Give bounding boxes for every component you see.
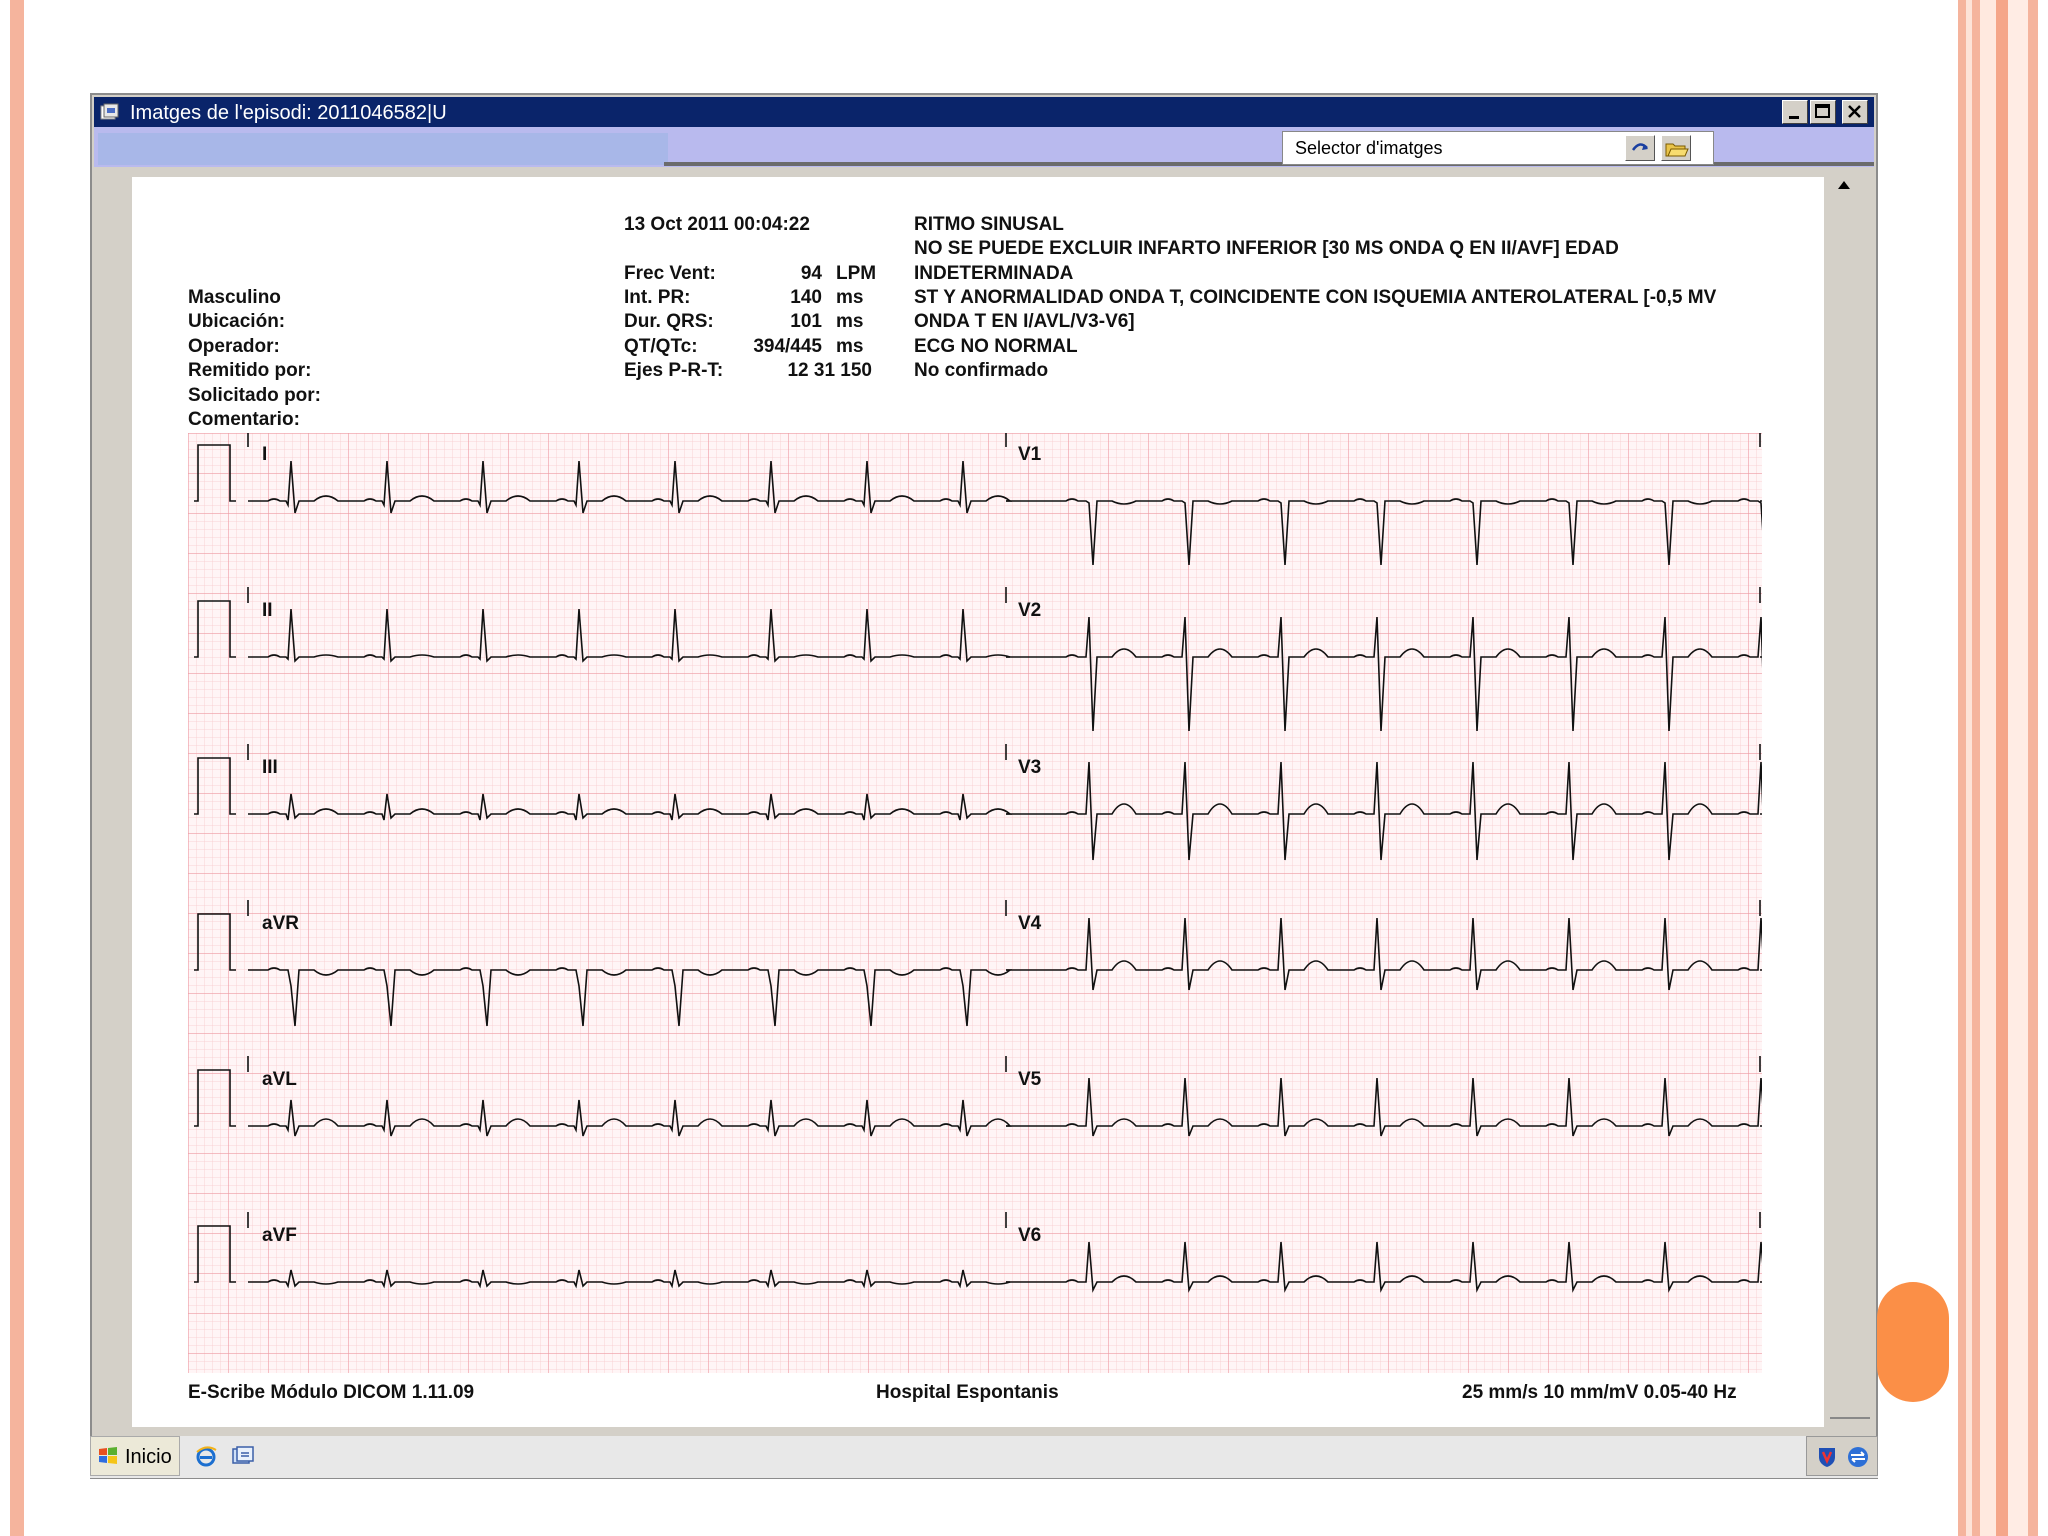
lead-label-left: II xyxy=(262,600,273,621)
patient-field: Masculino xyxy=(188,287,281,308)
toolbar xyxy=(94,127,1874,167)
network-sync-icon[interactable] xyxy=(1845,1445,1871,1469)
system-tray xyxy=(1806,1436,1878,1476)
image-selector-label: Selector d'imatges xyxy=(1295,138,1443,158)
ecg-grid xyxy=(188,433,1762,1373)
scroll-bottom-line xyxy=(1830,1417,1870,1419)
interpretation-line: RITMO SINUSAL xyxy=(914,214,1064,235)
lead-label-right: V3 xyxy=(1018,757,1042,778)
lead-label-left: aVL xyxy=(262,1069,297,1090)
minimize-icon xyxy=(1783,101,1807,123)
internet-explorer-icon[interactable] xyxy=(194,1444,218,1468)
start-label: Inicio xyxy=(125,1446,172,1468)
interpretation-line: NO SE PUEDE EXCLUIR INFARTO INFERIOR [30 MS ONDA Q EN II/AVF] EDAD xyxy=(914,238,1619,259)
patient-field: Ubicación: xyxy=(188,311,286,332)
measure-unit: LPM xyxy=(836,263,877,284)
measure-label: Dur. QRS: xyxy=(624,311,714,332)
measure-value: 12 31 150 xyxy=(787,360,872,381)
title-bar[interactable] xyxy=(94,97,1874,127)
close-button[interactable] xyxy=(1842,100,1868,124)
lead-label-right: V4 xyxy=(1018,913,1042,934)
patient-field: Operador: xyxy=(188,336,280,357)
windows-flag-icon xyxy=(97,1445,119,1467)
lead-label-left: aVF xyxy=(262,1225,297,1246)
show-desktop-icon[interactable] xyxy=(230,1444,254,1468)
lead-label-left: aVR xyxy=(262,913,299,934)
footer-module: E-Scribe Módulo DICOM 1.11.09 xyxy=(188,1382,475,1403)
minimize-button[interactable] xyxy=(1782,100,1808,124)
refresh-icon xyxy=(1626,136,1654,160)
measure-unit: ms xyxy=(836,311,864,332)
vertical-scrollbar[interactable] xyxy=(1830,175,1870,1435)
measure-label: QT/QTc: xyxy=(624,336,698,357)
lead-label-left: I xyxy=(262,444,268,465)
ecg-datetime: 13 Oct 2011 00:04:22 xyxy=(624,214,810,235)
measure-value: 94 xyxy=(800,263,822,284)
measure-label: Frec Vent: xyxy=(624,263,716,284)
refresh-button[interactable] xyxy=(1625,135,1655,161)
measure-value: 101 xyxy=(790,311,822,332)
folder-icon xyxy=(1662,136,1690,160)
footer-hospital: Hospital Espontanis xyxy=(876,1382,1059,1403)
close-icon xyxy=(1843,101,1867,123)
patient-field: Solicitado por: xyxy=(188,385,321,406)
taskbar xyxy=(90,1436,1878,1478)
maximize-button[interactable] xyxy=(1810,100,1836,124)
lead-label-right: V6 xyxy=(1018,1225,1042,1246)
toolbar-left-strip xyxy=(98,133,668,165)
open-folder-button[interactable] xyxy=(1661,135,1691,161)
maximize-icon xyxy=(1811,101,1835,123)
window-title: Imatges de l'episodi: 2011046582|U xyxy=(130,102,447,124)
measure-value: 394/445 xyxy=(753,336,822,357)
interpretation-line: ST Y ANORMALIDAD ONDA T, COINCIDENTE CON ISQUEMIA ANTEROLATERAL [-0,5 MV xyxy=(914,287,1717,308)
measure-label: Int. PR: xyxy=(624,287,691,308)
lead-label-right: V1 xyxy=(1018,444,1042,465)
antivirus-shield-icon[interactable] xyxy=(1815,1445,1839,1469)
measure-unit: ms xyxy=(836,287,864,308)
lead-label-right: V2 xyxy=(1018,600,1042,621)
grid-pattern xyxy=(188,433,1762,1373)
interpretation-line: INDETERMINADA xyxy=(914,263,1074,284)
measure-unit: ms xyxy=(836,336,864,357)
patient-field: Comentario: xyxy=(188,409,300,430)
lead-label-right: V5 xyxy=(1018,1069,1042,1090)
interpretation-line: No confirmado xyxy=(914,360,1049,381)
slide-border-left xyxy=(10,0,24,1536)
footer-settings: 25 mm/s 10 mm/mV 0.05-40 Hz xyxy=(1462,1382,1737,1403)
lead-label-left: III xyxy=(262,757,278,778)
interpretation-line: ECG NO NORMAL xyxy=(914,336,1078,357)
measure-value: 140 xyxy=(790,287,822,308)
image-selector[interactable] xyxy=(1282,131,1714,165)
scroll-up-arrow-icon[interactable] xyxy=(1838,181,1850,189)
decorative-circle xyxy=(1877,1282,1949,1402)
measure-label: Ejes P-R-T: xyxy=(624,360,724,381)
patient-field: Remitido por: xyxy=(188,360,312,381)
app-icon xyxy=(100,103,120,121)
start-button[interactable] xyxy=(90,1436,180,1476)
interpretation-line: ONDA T EN I/AVL/V3-V6] xyxy=(914,311,1135,332)
